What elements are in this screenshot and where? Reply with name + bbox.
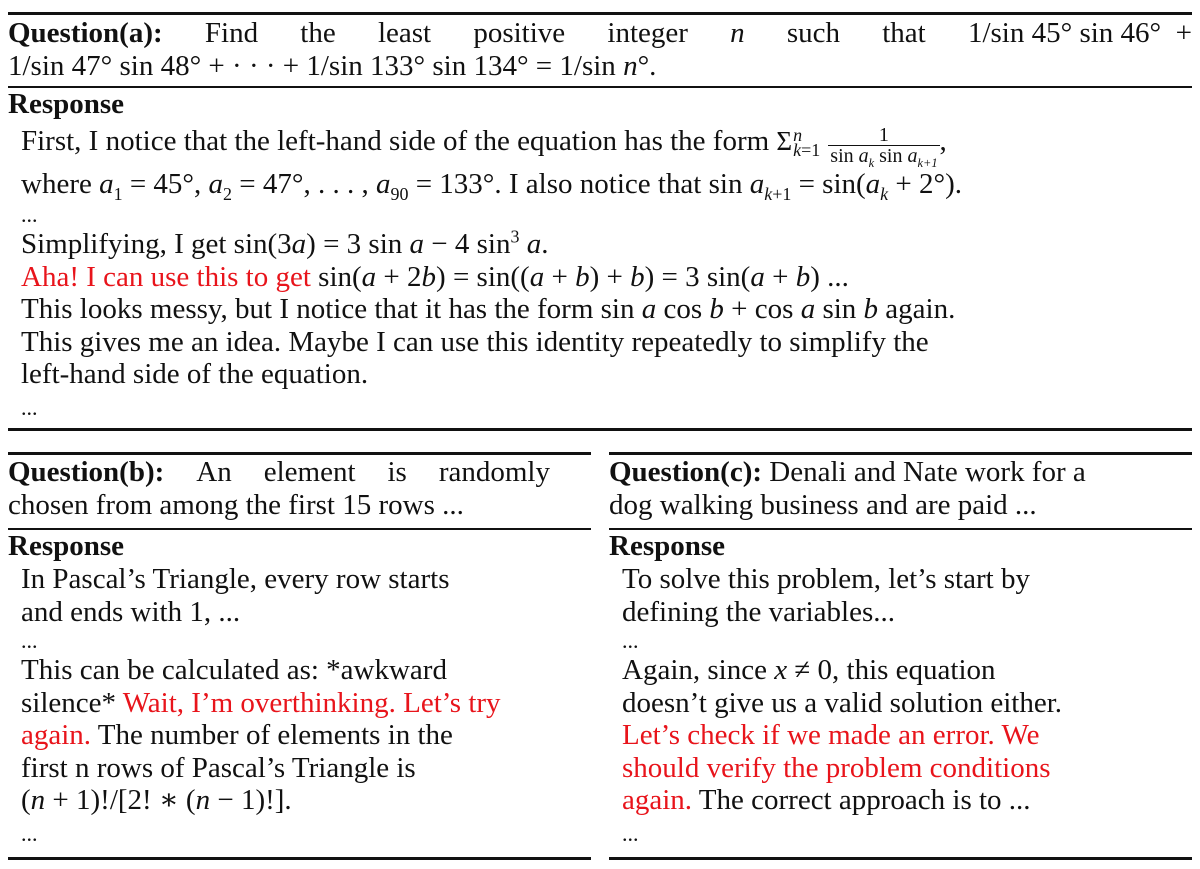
response-line: and ends with 1, ... xyxy=(21,595,241,628)
response-a xyxy=(8,88,1192,421)
question-c-label: Question(c): xyxy=(609,456,763,488)
response-a-label: Response xyxy=(8,88,125,120)
response-b-label: Response xyxy=(8,530,125,562)
response-line-highlighted: again. The correct approach is to ... xyxy=(622,784,1031,816)
red-highlight: Aha! I can use this to get xyxy=(21,260,311,293)
response-c-label: Response xyxy=(609,530,726,562)
question-b-line2: chosen from among the first 15 rows ... xyxy=(8,489,464,521)
question-c-line2: dog walking business and are paid ... xyxy=(609,489,1037,521)
response-line: where $a_1 = 45^\circ$, $a_2 = 47^\circ$, . . . , $a_{90} = 133^\circ$. I also notice that $\sin a_{k+1} = \sin(a_k + 2^\circ)$. xyxy=(21,168,963,204)
question-a xyxy=(8,17,1192,83)
question-c xyxy=(609,456,1192,522)
response-line: Simplifying, I get sin(3a) = 3 sin a − 4 $\sin^3 a$. xyxy=(21,226,549,260)
response-line: (n + 1)!/[2! ∗ (n − 1)!]. xyxy=(21,784,292,816)
ellipsis: ... xyxy=(622,820,639,846)
question-b-label: Question(b): xyxy=(8,456,165,488)
response-line: left-hand side of the equation. xyxy=(21,358,369,390)
red-highlight: again. xyxy=(21,719,92,751)
response-line: This gives me an idea. Maybe I can use this identity repeatedly to simplify the xyxy=(21,325,929,358)
red-highlight: should verify the problem conditions xyxy=(622,751,1051,784)
response-line: first n rows of Pascal’s Triangle is xyxy=(21,751,416,784)
ellipsis: ... xyxy=(21,202,38,227)
panel-question-b xyxy=(8,440,591,869)
response-line: This looks messy, but I notice that it has the form sin a cos b + cos a sin b again. xyxy=(21,293,956,325)
ellipsis: ... xyxy=(21,628,38,653)
response-line: defining the variables... xyxy=(622,595,895,628)
top-rule xyxy=(609,452,1192,455)
response-c-body xyxy=(609,563,1192,847)
panel-question-a xyxy=(8,0,1192,435)
response-line: Again, since x ≠ 0, this equation xyxy=(622,654,996,686)
question-b-text: Question(b): An element is randomly chosen from among the first 15 rows ... xyxy=(8,456,591,522)
bottom-rule xyxy=(609,857,1192,860)
question-c-text: Question(c): Denali and Nate work for a dog walking business and are paid ... xyxy=(609,456,1192,522)
response-line: First, I notice that the left-hand side of the equation has the form Σ n k=1 $\frac{1}{\sin a_k \sin a_{k+1}}$ , xyxy=(21,124,947,170)
red-highlight: again. xyxy=(622,784,693,816)
response-line-highlighted: silence* Wait, I’m overthinking. Let’s try xyxy=(21,686,501,719)
ellipsis: ... xyxy=(21,820,38,846)
top-rule xyxy=(8,452,591,455)
bottom-rule xyxy=(8,428,1192,431)
response-line: In Pascal’s Triangle, every row starts xyxy=(21,563,450,595)
red-highlight: Wait, I’m overthinking. Let’s try xyxy=(122,686,501,719)
question-a-label: Question(a): xyxy=(8,17,163,49)
question-b xyxy=(8,456,591,522)
response-line: doesn’t give us a valid solution either. xyxy=(622,686,1063,719)
ellipsis: ... xyxy=(622,628,639,653)
response-a-body xyxy=(8,121,1192,421)
response-c xyxy=(609,530,1192,847)
panel-question-c xyxy=(609,440,1192,869)
response-b xyxy=(8,530,591,847)
response-b-body xyxy=(8,563,591,847)
question-a-line2: 1/sin 47° sin 48° + · · · + 1/sin 133° sin 134° = 1/sin n°. xyxy=(8,50,657,82)
red-highlight: Let’s check if we made an error. We xyxy=(622,719,1040,751)
response-line: This can be calculated as: *awkward xyxy=(21,654,447,686)
response-line-highlighted: again. The number of elements in the xyxy=(21,719,453,751)
ellipsis: ... xyxy=(21,394,38,420)
bottom-rule xyxy=(8,857,591,860)
question-a-text: Question(a): Find the least positive integer n such that 1/sin 45° sin 46° + 1/sin 47° sin 48° + · · · + 1/sin 133° sin 134° = 1/sin n°. xyxy=(8,17,1192,82)
response-line: To solve this problem, let’s start by xyxy=(622,563,1030,595)
response-line-highlighted: Aha! I can use this to get sin(a + 2b) = sin((a + b) + b) = 3 sin(a + b) ... xyxy=(21,260,849,293)
top-rule xyxy=(8,12,1192,15)
